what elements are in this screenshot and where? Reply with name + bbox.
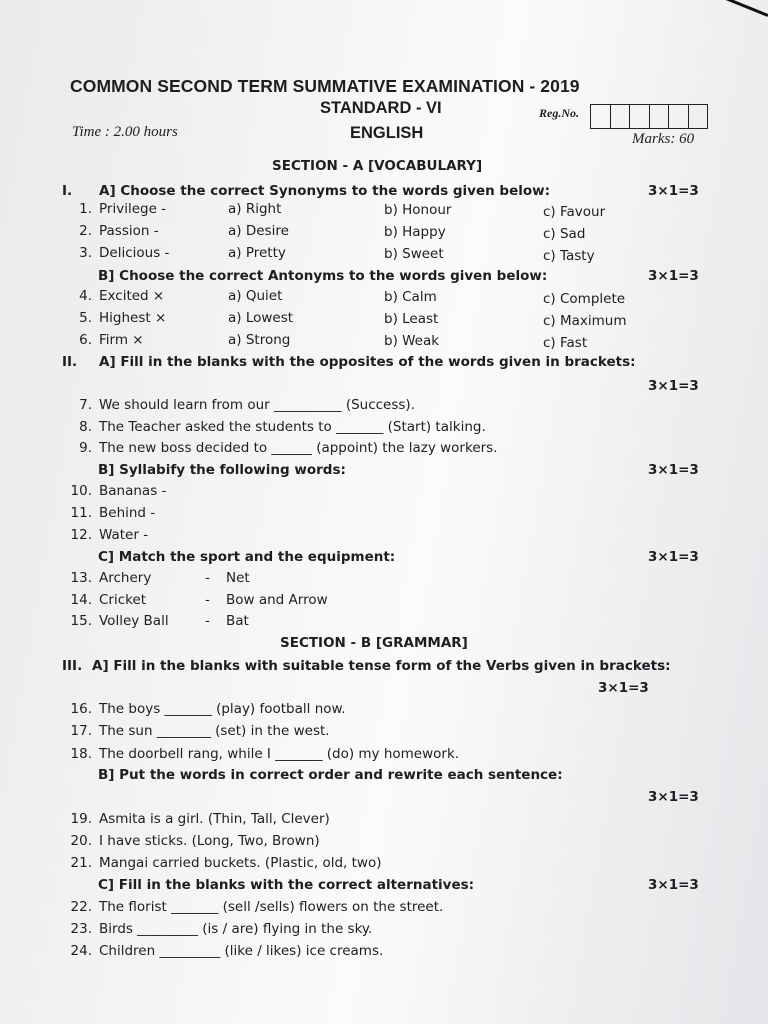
item-number: 24. bbox=[70, 943, 92, 959]
item-text: Mangai carried buckets. (Plastic, old, two) bbox=[99, 855, 382, 871]
option-c: c) Complete bbox=[543, 291, 626, 307]
item-number: 5. bbox=[79, 310, 92, 326]
marks-allocation: 3×1=3 bbox=[648, 183, 699, 199]
option-a: a) Pretty bbox=[228, 245, 286, 261]
marks-total: Marks: 60 bbox=[632, 131, 695, 147]
item-number: 17. bbox=[70, 723, 92, 739]
item-number: 21. bbox=[70, 855, 92, 871]
marks-allocation: 3×1=3 bbox=[598, 680, 649, 696]
reg-no-label: Reg.No. bbox=[539, 106, 579, 120]
item-text: The boys _______ (play) football now. bbox=[99, 701, 346, 717]
item-text: The Teacher asked the students to _______ (Start) talking. bbox=[99, 419, 486, 435]
option-c: c) Favour bbox=[543, 204, 606, 220]
section-heading: SECTION - B [GRAMMAR] bbox=[280, 635, 468, 651]
question-instruction: B] Put the words in correct order and rewrite each sentence: bbox=[98, 767, 563, 783]
item-text: Highest × bbox=[99, 310, 167, 326]
option-a: a) Right bbox=[228, 201, 282, 217]
question-instruction: C] Match the sport and the equipment: bbox=[98, 549, 396, 565]
item-text: Archery bbox=[99, 570, 152, 586]
option-b: b) Calm bbox=[384, 289, 437, 305]
item-number: 1. bbox=[79, 201, 92, 217]
item-number: 6. bbox=[79, 332, 92, 348]
option-a: a) Lowest bbox=[228, 310, 294, 326]
item-text: Birds _________ (is / are) flying in the sky. bbox=[99, 921, 373, 937]
question-instruction: A] Fill in the blanks with suitable tense form of the Verbs given in brackets: bbox=[92, 658, 671, 674]
match-dash: - bbox=[205, 570, 210, 586]
item-text: We should learn from our __________ (Success). bbox=[99, 397, 415, 413]
item-number: 7. bbox=[79, 397, 92, 413]
item-text: Passion - bbox=[99, 223, 159, 239]
match-dash: - bbox=[205, 592, 210, 608]
option-a: a) Strong bbox=[228, 332, 291, 348]
option-b: b) Weak bbox=[384, 333, 440, 349]
question-instruction: B] Syllabify the following words: bbox=[98, 462, 346, 478]
match-equipment: Bow and Arrow bbox=[226, 592, 328, 608]
option-b: b) Happy bbox=[384, 224, 446, 240]
item-text: The new boss decided to ______ (appoint) the lazy workers. bbox=[99, 440, 498, 456]
option-b: b) Least bbox=[384, 311, 439, 327]
item-text: Volley Ball bbox=[99, 613, 169, 629]
marks-allocation: 3×1=3 bbox=[648, 378, 699, 394]
item-number: 12. bbox=[70, 527, 92, 543]
item-text: Delicious - bbox=[99, 245, 170, 261]
option-a: a) Desire bbox=[228, 223, 289, 239]
item-text: The doorbell rang, while I _______ (do) my homework. bbox=[99, 746, 460, 762]
match-equipment: Net bbox=[226, 570, 250, 586]
question-instruction: B] Choose the correct Antonyms to the words given below: bbox=[98, 268, 548, 284]
exam-title: COMMON SECOND TERM SUMMATIVE EXAMINATION - 2019 bbox=[70, 76, 580, 96]
item-number: 23. bbox=[70, 921, 92, 937]
item-text: Bananas - bbox=[99, 483, 167, 499]
item-text: Behind - bbox=[99, 505, 156, 521]
item-text: Children _________ (like / likes) ice creams. bbox=[99, 943, 384, 959]
photo-edge-mark bbox=[712, 0, 768, 17]
item-number: 13. bbox=[70, 570, 92, 586]
item-number: 20. bbox=[70, 833, 92, 849]
question-number: II. bbox=[62, 354, 78, 370]
marks-allocation: 3×1=3 bbox=[648, 268, 699, 284]
time: Time : 2.00 hours bbox=[72, 124, 178, 140]
item-number: 4. bbox=[79, 288, 92, 304]
subject: ENGLISH bbox=[350, 124, 424, 142]
option-b: b) Sweet bbox=[384, 246, 444, 262]
item-number: 18. bbox=[70, 746, 92, 762]
item-number: 2. bbox=[79, 223, 92, 239]
question-instruction: C] Fill in the blanks with the correct alternatives: bbox=[98, 877, 475, 893]
option-a: a) Quiet bbox=[228, 288, 283, 304]
question-number: I. bbox=[62, 183, 73, 199]
question-number: III. bbox=[62, 658, 83, 674]
question-instruction: A] Choose the correct Synonyms to the words given below: bbox=[99, 183, 551, 199]
item-number: 16. bbox=[70, 701, 92, 717]
reg-no-boxes[interactable] bbox=[590, 104, 708, 129]
standard: STANDARD - VI bbox=[320, 99, 442, 117]
item-text: Water - bbox=[99, 527, 149, 543]
item-number: 14. bbox=[70, 592, 92, 608]
item-text: Privilege - bbox=[99, 201, 167, 217]
section-heading: SECTION - A [VOCABULARY] bbox=[272, 158, 483, 174]
item-number: 15. bbox=[70, 613, 92, 629]
marks-allocation: 3×1=3 bbox=[648, 549, 699, 565]
match-equipment: Bat bbox=[226, 613, 249, 629]
item-number: 10. bbox=[70, 483, 92, 499]
marks-allocation: 3×1=3 bbox=[648, 462, 699, 478]
item-number: 8. bbox=[79, 419, 92, 435]
option-c: c) Tasty bbox=[543, 248, 595, 264]
item-text: Cricket bbox=[99, 592, 147, 608]
item-number: 9. bbox=[79, 440, 92, 456]
item-number: 3. bbox=[79, 245, 92, 261]
item-text: Excited × bbox=[99, 288, 165, 304]
item-number: 11. bbox=[70, 505, 92, 521]
option-b: b) Honour bbox=[384, 202, 452, 218]
item-number: 19. bbox=[70, 811, 92, 827]
marks-allocation: 3×1=3 bbox=[648, 789, 699, 805]
marks-allocation: 3×1=3 bbox=[648, 877, 699, 893]
item-text: Firm × bbox=[99, 332, 144, 348]
match-dash: - bbox=[205, 613, 210, 629]
item-text: Asmita is a girl. (Thin, Tall, Clever) bbox=[99, 811, 330, 827]
option-c: c) Sad bbox=[543, 226, 586, 242]
question-instruction: A] Fill in the blanks with the opposites of the words given in brackets: bbox=[99, 354, 636, 370]
item-text: The florist _______ (sell /sells) flowers on the street. bbox=[99, 899, 444, 915]
item-number: 22. bbox=[70, 899, 92, 915]
item-text: The sun ________ (set) in the west. bbox=[99, 723, 330, 739]
option-c: c) Fast bbox=[543, 335, 588, 351]
item-text: I have sticks. (Long, Two, Brown) bbox=[99, 833, 320, 849]
option-c: c) Maximum bbox=[543, 313, 627, 329]
